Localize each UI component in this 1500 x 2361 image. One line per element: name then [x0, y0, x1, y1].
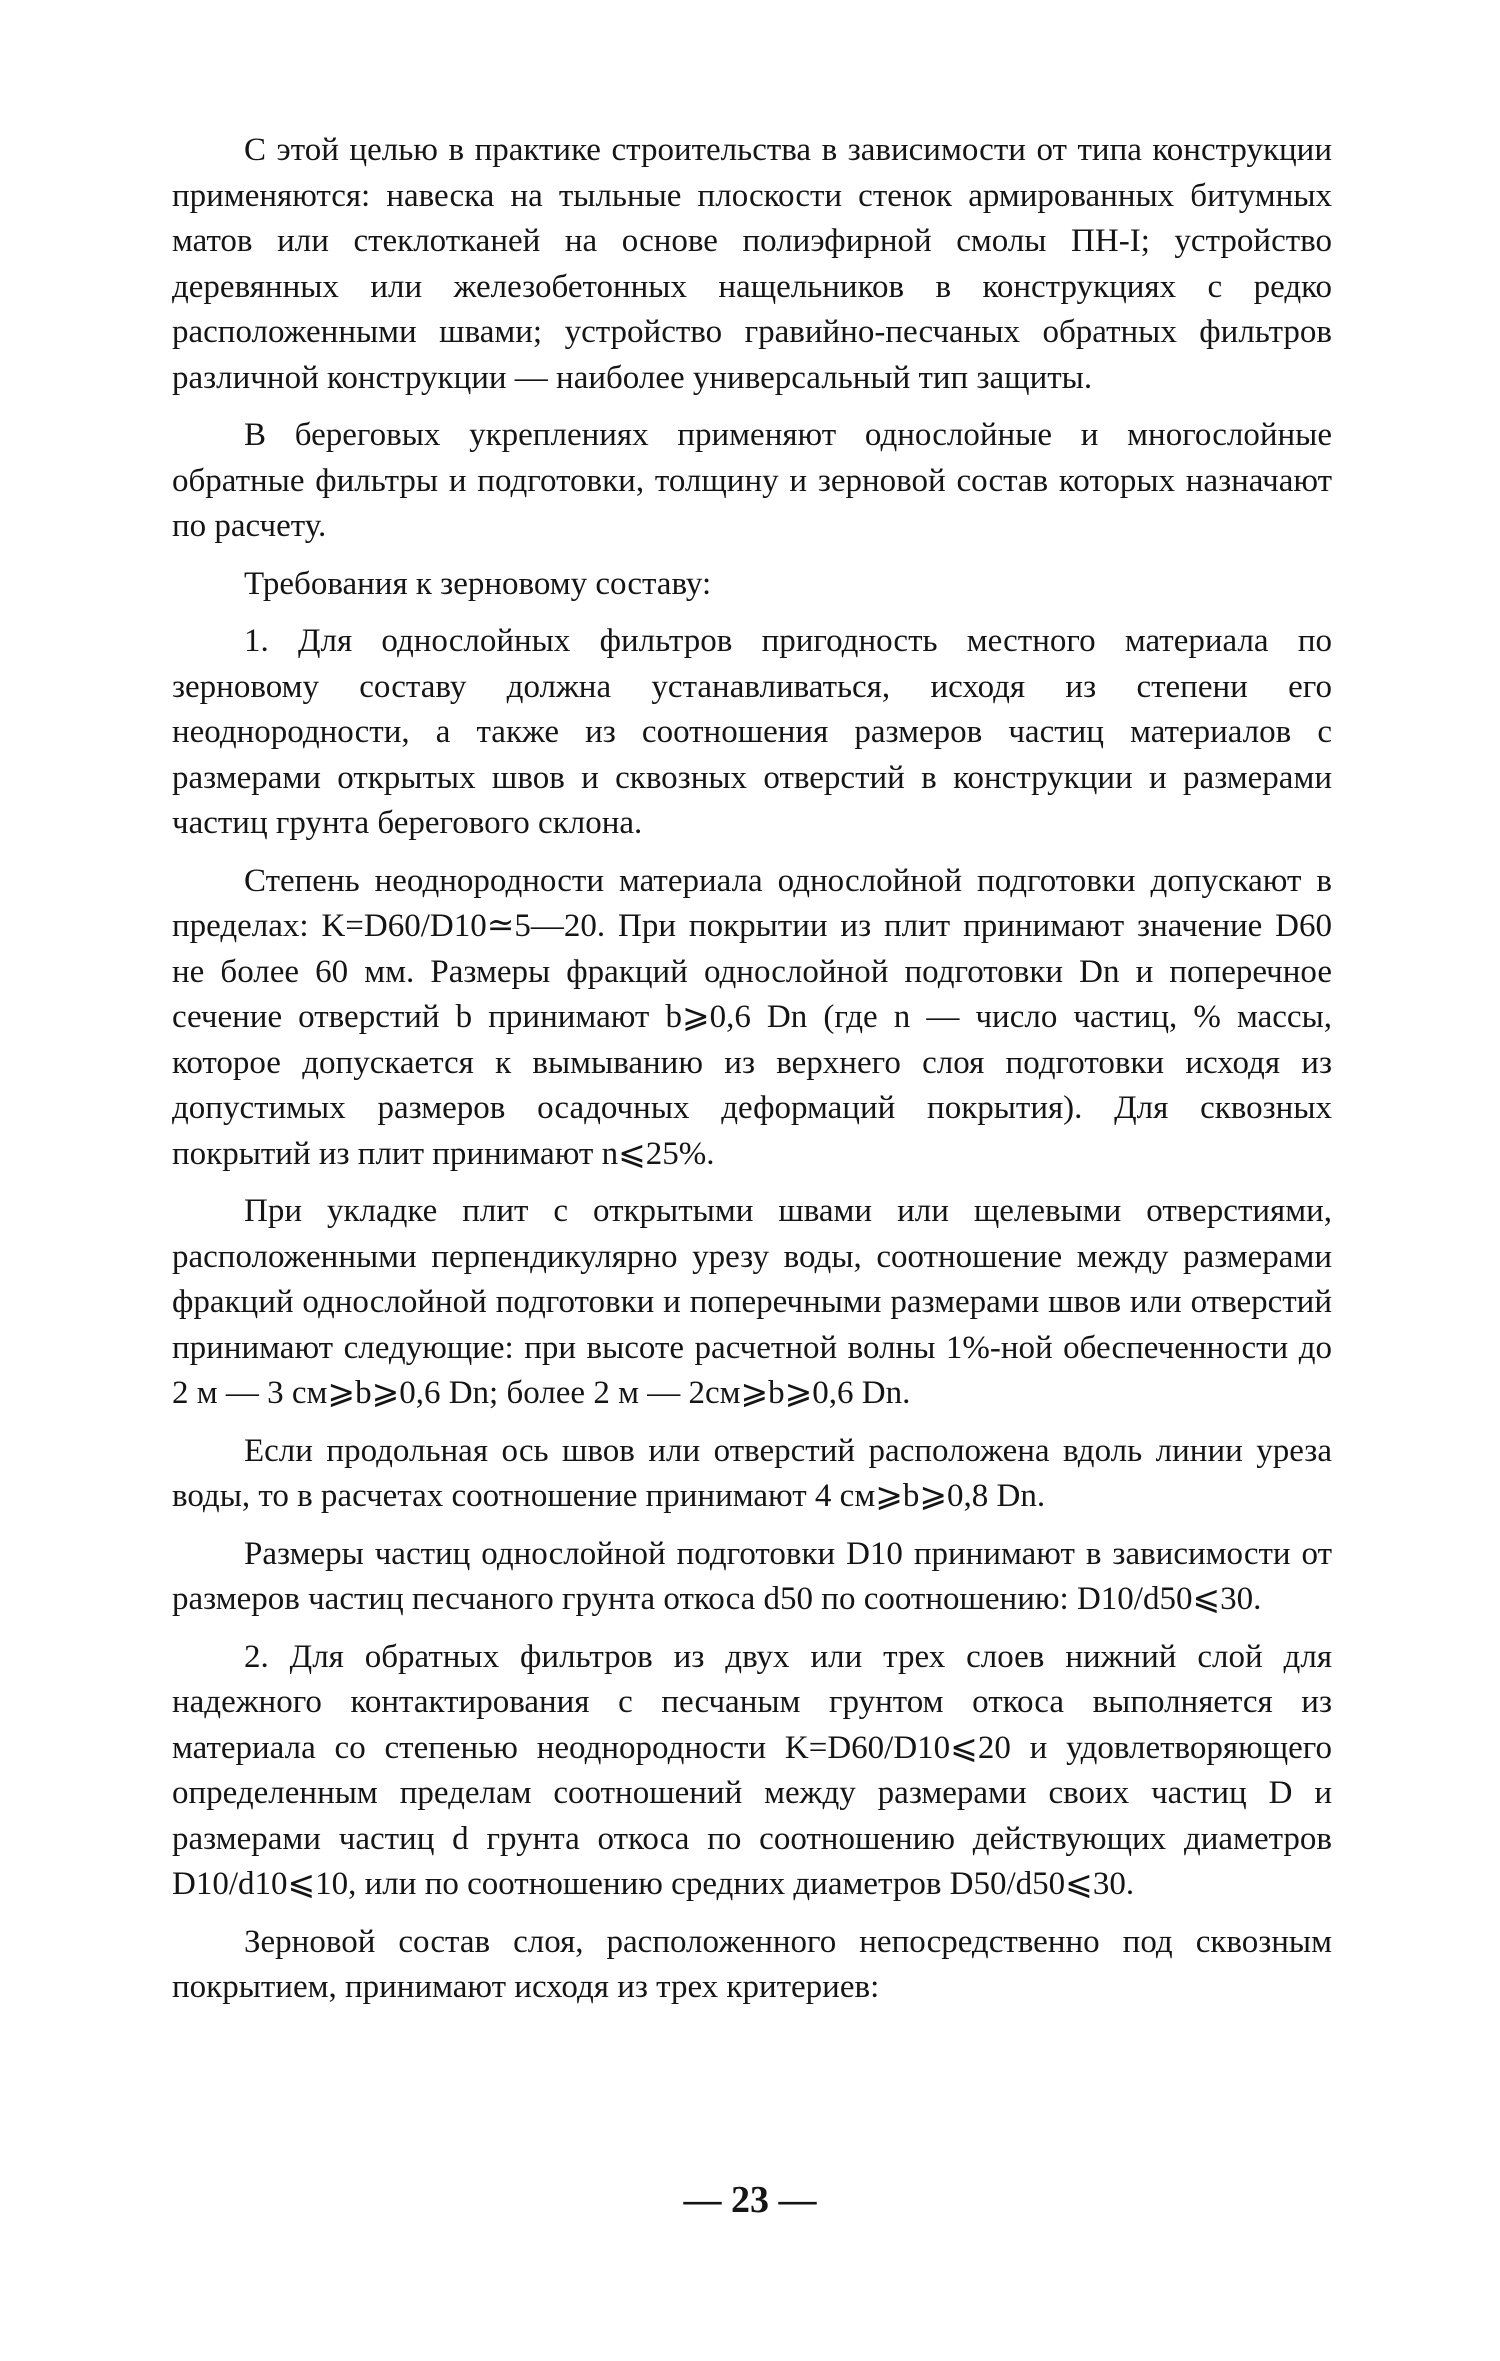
paragraph-2: В береговых укреплениях применяют однослойные и многослойные обратные фильтры и подготовки, толщину и зерновой состав которых назначают по расчету.: [172, 417, 1332, 544]
paragraph-1: С этой целью в практике строительства в зависимости от типа конструкции применяются: навеска на тыльные плоскости стенок армированных битумных матов или стеклотканей на основе полиэфирной смолы ПН-I; устройство деревянных или железобетонных нащельников в конструкциях с редко расположенными швами; устройство гравийно-песчаных обратных фильтров различной конструкции — наиболее универсальный тип защиты.: [172, 132, 1332, 396]
paragraph-3: Требования к зерновому составу:: [244, 565, 712, 602]
page-body: [172, 128, 1332, 2023]
paragraph-8: Размеры частиц однослойной подготовки D10 принимают в зависимости от размеров частиц песчаного грунта откоса d50 по соотношению: D10/d50⩽30.: [172, 1535, 1332, 1617]
paragraph-10: Зерновой состав слоя, расположенного непосредственно под сквозным покрытием, принимают исходя из трех критериев:: [172, 1923, 1332, 2005]
paragraph-7: Если продольная ось швов или отверстий расположена вдоль линии уреза воды, то в расчетах соотношение принимают 4 см⩾b⩾0,8 Dn.: [172, 1432, 1332, 1514]
paragraph-6: При укладке плит с открытыми швами или щелевыми отверстиями, расположенными перпендикулярно урезу воды, соотношение между размерами фракций однослойной подготовки и поперечными размерами швов или отверстий принимают следующие: при высоте расчетной волны 1%-ной обеспеченности до 2 м — 3 см⩾b⩾0,6 Dn; более 2 м — 2см⩾b⩾0,6 Dn.: [172, 1193, 1332, 1411]
page-number: — 23 —: [683, 2179, 817, 2221]
paragraph-4: 1. Для однослойных фильтров пригодность местного материала по зерновому составу должна устанавливаться, исходя из степени его неоднородности, а также из соотношения размеров частиц материалов с размерами открытых швов и сквозных отверстий в конструкции и размерами частиц грунта берегового склона.: [172, 623, 1332, 841]
paragraph-9: 2. Для обратных фильтров из двух или трех слоев нижний слой для надежного контактирования с песчаным грунтом откоса выполняется из материала со степенью неоднородности K=D60/D10⩽20 и удовлетворяющего определенным пределам соотношений между размерами своих частиц D и размерами частиц d грунта откоса по соотношению действующих диаметров D10/d10⩽10, или по соотношению средних диаметров D50/d50⩽30.: [172, 1638, 1332, 1902]
paragraph-5: Степень неоднородности материала однослойной подготовки допускают в пределах: K=D60/D10≃5—20. При покрытии из плит принимают значение D60 не более 60 мм. Размеры фракций однослойной подготовки Dn и поперечное сечение отверстий b принимают b⩾0,6 Dn (где n — число частиц, % массы, которое допускается к вымыванию из верхнего слоя подготовки исходя из допустимых размеров осадочных деформаций покрытия). Для сквозных покрытий из плит принимают n⩽25%.: [172, 862, 1332, 1172]
